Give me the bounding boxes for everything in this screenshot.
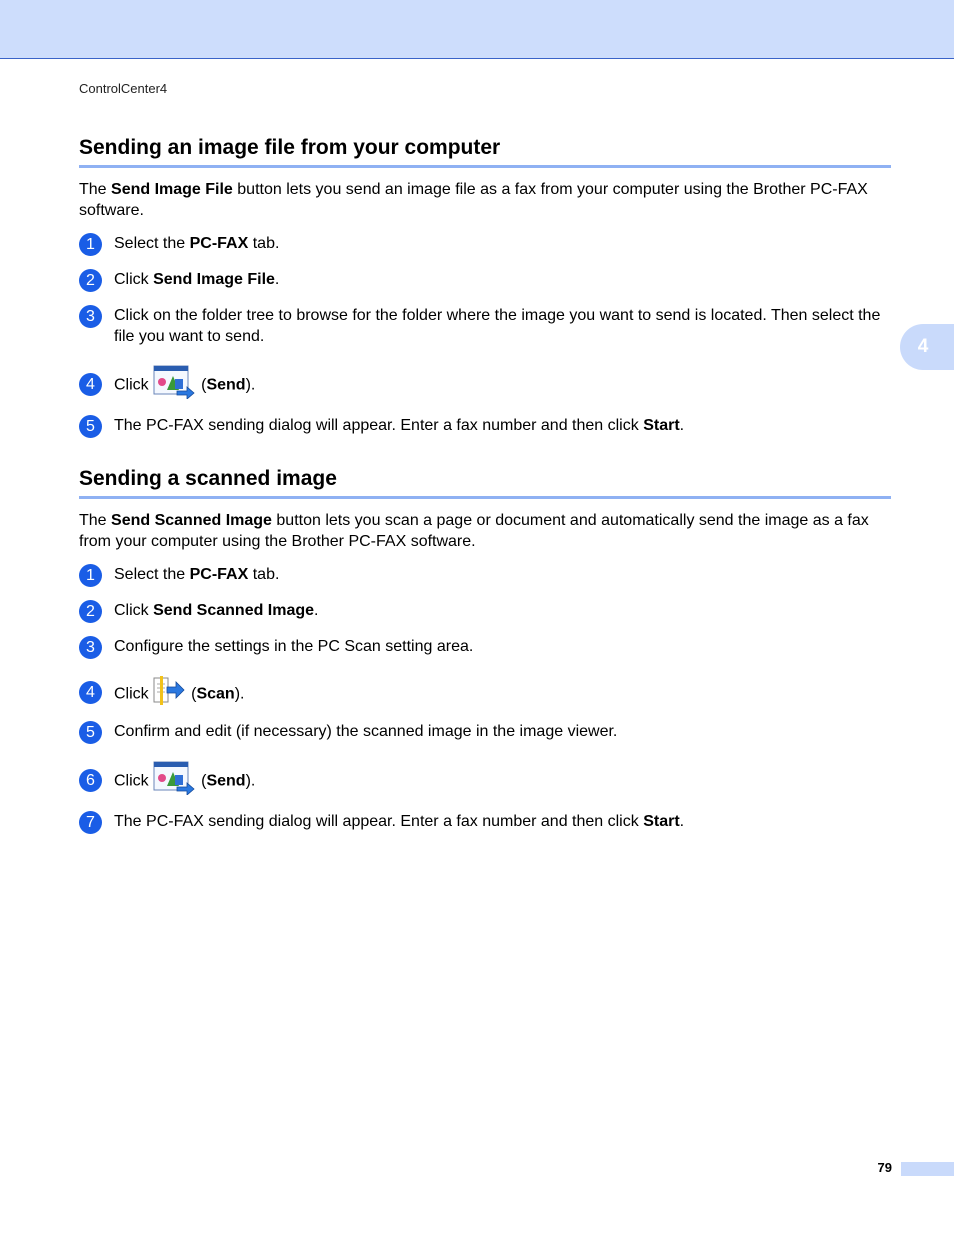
step-number: 4 <box>79 681 102 704</box>
section-title-send-image-file: Sending an image file from your computer <box>79 136 891 168</box>
scan-icon <box>153 676 185 713</box>
step-number: 3 <box>79 305 102 328</box>
step-number: 7 <box>79 811 102 834</box>
step-text: Click (Scan). <box>114 676 891 713</box>
step-number: 2 <box>79 269 102 292</box>
step-number: 4 <box>79 373 102 396</box>
step-number: 3 <box>79 636 102 659</box>
section1-intro: The Send Image File button lets you send an image file as a fax from your computer using the Brother PC-FAX software. <box>79 181 868 219</box>
step-number: 2 <box>79 600 102 623</box>
step-text: Click (Send). <box>114 761 891 802</box>
step-number: 1 <box>79 233 102 256</box>
chapter-tab: 4 <box>900 324 954 370</box>
header-band <box>0 0 954 59</box>
section2-intro: The Send Scanned Image button lets you scan a page or document and automatically send the image as a fax from your computer using the Brother PC-FAX software. <box>79 512 869 550</box>
step-text: Click Send Image File. <box>114 271 280 288</box>
step-text: Confirm and edit (if necessary) the scanned image in the image viewer. <box>114 723 618 740</box>
running-header: ControlCenter4 <box>79 81 168 96</box>
step-text: The PC-FAX sending dialog will appear. Enter a fax number and then click Start. <box>114 813 685 830</box>
step-text: The PC-FAX sending dialog will appear. Enter a fax number and then click Start. <box>114 417 685 434</box>
footer-bar <box>901 1162 954 1176</box>
step-number: 5 <box>79 721 102 744</box>
step-number: 5 <box>79 415 102 438</box>
step-text: Click Send Scanned Image. <box>114 602 319 619</box>
step-text: Click on the folder tree to browse for the folder where the image you want to send is located. Then select the file you want to send. <box>114 307 881 345</box>
step-number: 1 <box>79 564 102 587</box>
page-number: 79 <box>877 1160 892 1175</box>
step-text: Select the PC-FAX tab. <box>114 566 280 583</box>
step-text: Configure the settings in the PC Scan setting area. <box>114 638 474 655</box>
send-fax-icon <box>153 365 195 406</box>
section-title-send-scanned-image: Sending a scanned image <box>79 467 891 499</box>
step-number: 6 <box>79 769 102 792</box>
send-fax-icon <box>153 761 195 802</box>
step-text: Select the PC-FAX tab. <box>114 235 280 252</box>
step-text: Click (Send). <box>114 365 891 406</box>
